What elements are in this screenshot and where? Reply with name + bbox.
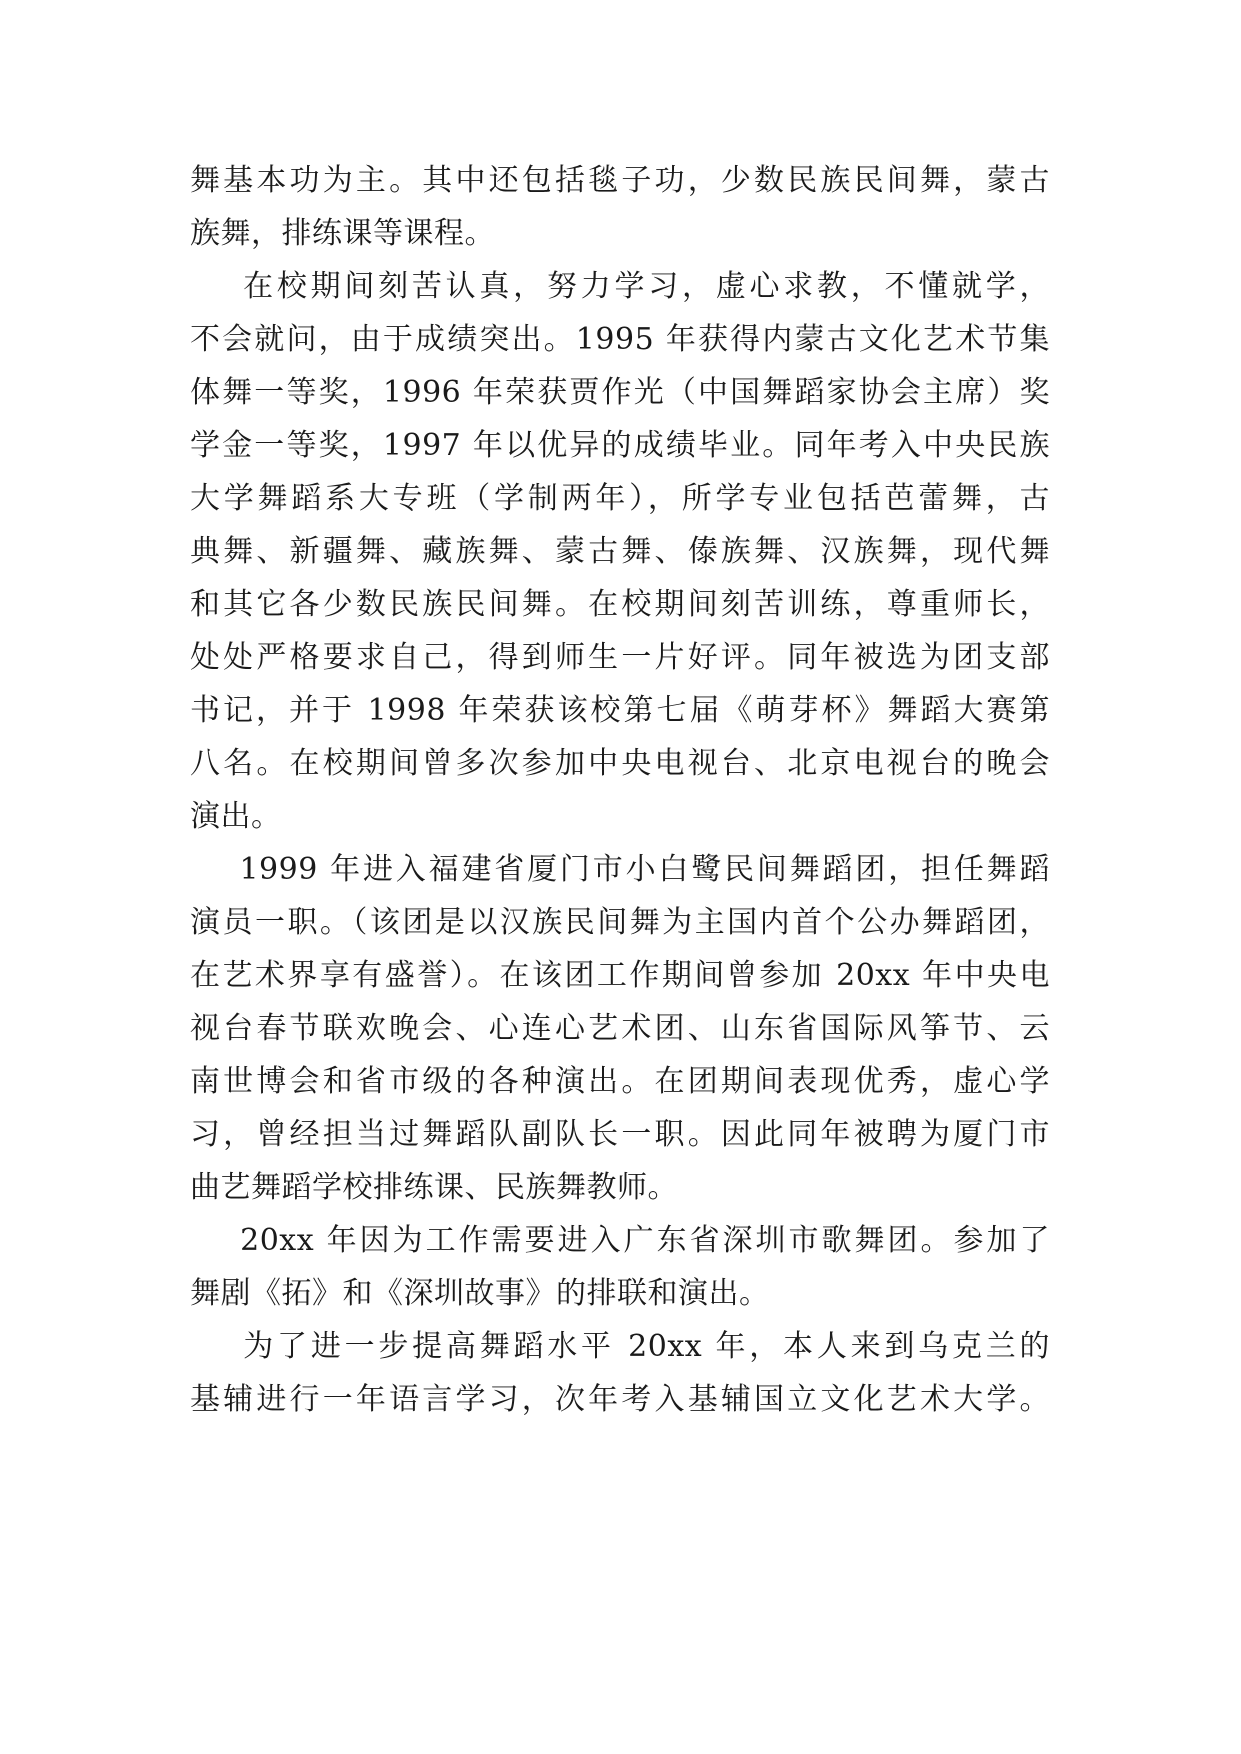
text-line: 为了进一步提高舞蹈水平 20xx 年，本人来到乌克兰的	[190, 1329, 1050, 1364]
text-line: 体舞一等奖，1996 年荣获贾作光（中国舞蹈家协会主席）奖	[190, 375, 1050, 410]
text-line: 南世博会和省市级的各种演出。在团期间表现优秀，虚心学	[190, 1064, 1050, 1099]
text-line: 在艺术界享有盛誉）。在该团工作期间曾参加 20xx 年中央电	[190, 958, 1050, 993]
text-line: 习，曾经担当过舞蹈队副队长一职。因此同年被聘为厦门市	[190, 1117, 1050, 1152]
text-line: 20xx 年因为工作需要进入广东省深圳市歌舞团。参加了	[190, 1223, 1050, 1258]
text-line: 处处严格要求自己，得到师生一片好评。同年被选为团支部	[190, 640, 1050, 675]
text-line: 演出。	[190, 799, 282, 834]
text-line: 书记，并于 1998 年荣获该校第七届《萌芽杯》舞蹈大赛第	[190, 693, 1050, 728]
text-line: 不会就问，由于成绩突出。1995 年获得内蒙古文化艺术节集	[190, 322, 1050, 357]
text-line: 舞基本功为主。其中还包括毯子功，少数民族民间舞，蒙古	[190, 163, 1050, 198]
text-line: 学金一等奖，1997 年以优异的成绩毕业。同年考入中央民族	[190, 428, 1050, 463]
text-line: 舞剧《拓》和《深圳故事》的排联和演出。	[190, 1276, 770, 1311]
text-line: 在校期间刻苦认真，努力学习，虚心求教，不懂就学，	[190, 269, 1050, 304]
text-line: 大学舞蹈系大专班（学制两年），所学专业包括芭蕾舞，古	[190, 481, 1050, 516]
text-line: 和其它各少数民族民间舞。在校期间刻苦训练，尊重师长，	[190, 587, 1050, 622]
text-line: 演员一职。（该团是以汉族民间舞为主国内首个公办舞蹈团，	[190, 905, 1050, 940]
text-line: 族舞，排练课等课程。	[190, 216, 495, 251]
text-line: 八名。在校期间曾多次参加中央电视台、北京电视台的晚会	[190, 746, 1050, 781]
text-line: 曲艺舞蹈学校排练课、民族舞教师。	[190, 1170, 678, 1205]
body-text	[190, 154, 1050, 1426]
text-line: 1999 年进入福建省厦门市小白鹭民间舞蹈团，担任舞蹈	[190, 852, 1050, 887]
text-line: 视台春节联欢晚会、心连心艺术团、山东省国际风筝节、云	[190, 1011, 1050, 1046]
text-line: 基辅进行一年语言学习，次年考入基辅国立文化艺术大学。	[190, 1382, 1050, 1417]
text-line: 典舞、新疆舞、藏族舞、蒙古舞、傣族舞、汉族舞，现代舞	[190, 534, 1050, 569]
